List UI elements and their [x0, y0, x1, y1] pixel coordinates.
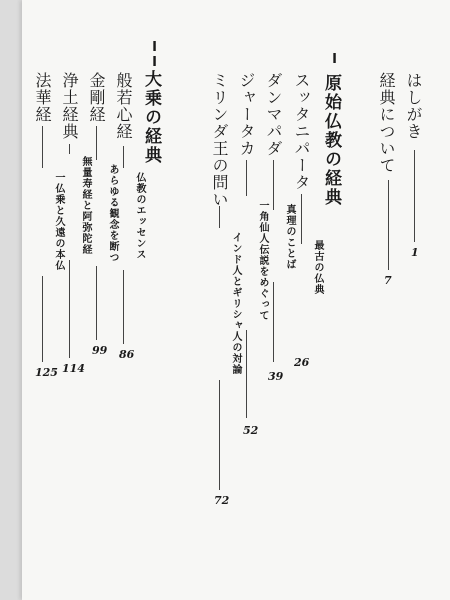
leader-line — [69, 144, 70, 154]
page-number: 39 — [268, 370, 284, 383]
leader-line — [414, 150, 415, 242]
toc-entry-title: スッタニパータ — [292, 72, 311, 191]
leader-line — [388, 180, 389, 270]
part-heading: 原始仏教の経典 — [321, 74, 341, 207]
leader-line — [246, 330, 247, 418]
leader-line — [301, 194, 302, 244]
leader-line — [246, 160, 247, 196]
part-numeral: II — [147, 40, 162, 70]
leader-line — [42, 276, 43, 362]
leader-line — [273, 282, 274, 362]
page-number: 1 — [411, 246, 419, 259]
leader-line — [273, 160, 274, 210]
leader-line — [69, 260, 70, 358]
toc-entry-subtitle: 最古の仏典 — [312, 240, 323, 295]
toc-entry-subtitle: 無量寿経と阿弥陀経 — [80, 156, 91, 255]
toc-entry-title: 般若心経 — [114, 72, 133, 140]
toc-entry-subtitle: 真理のことば — [284, 204, 295, 270]
leader-line — [219, 380, 220, 490]
toc-entry-title: 金剛経 — [87, 72, 106, 123]
toc-entry-subtitle: 仏教のエッセンス — [134, 172, 145, 260]
part-numeral: I — [327, 52, 342, 67]
leader-line — [123, 270, 124, 344]
toc-entry-subtitle: 一仏乗と久遠の本仏 — [53, 172, 64, 271]
leader-line — [96, 266, 97, 340]
page-number: 7 — [384, 274, 392, 287]
toc-entry-subtitle: あらゆる観念を断つ — [107, 164, 118, 263]
page-number: 86 — [119, 348, 135, 361]
page-number: 114 — [62, 362, 85, 375]
toc-entry-title: 浄土経典 — [60, 72, 79, 140]
part-heading: 大乗の経典 — [141, 70, 161, 165]
page-number: 52 — [243, 424, 259, 437]
toc-entry-about-sutras-title: 経典について — [377, 72, 396, 174]
page-number: 72 — [214, 494, 230, 507]
leader-line — [123, 146, 124, 168]
page-number: 125 — [35, 366, 58, 379]
leader-line — [96, 126, 97, 160]
toc-entry-preface-title: はしがき — [404, 72, 423, 140]
page-number: 26 — [294, 356, 310, 369]
toc-entry-title: ミリンダ王の問い — [210, 72, 229, 208]
toc-entry-subtitle: インド人とギリシャ人の対論 — [230, 232, 241, 375]
toc-entry-title: ジャータカ — [237, 72, 256, 157]
toc-page — [22, 0, 450, 600]
toc-entry-title: ダンマパダ — [264, 72, 283, 157]
leader-line — [219, 206, 220, 228]
toc-entry-title: 法華経 — [33, 72, 52, 123]
leader-line — [42, 126, 43, 168]
page-number: 99 — [92, 344, 108, 357]
toc-entry-subtitle: 一角仙人伝説をめぐって — [257, 200, 268, 321]
